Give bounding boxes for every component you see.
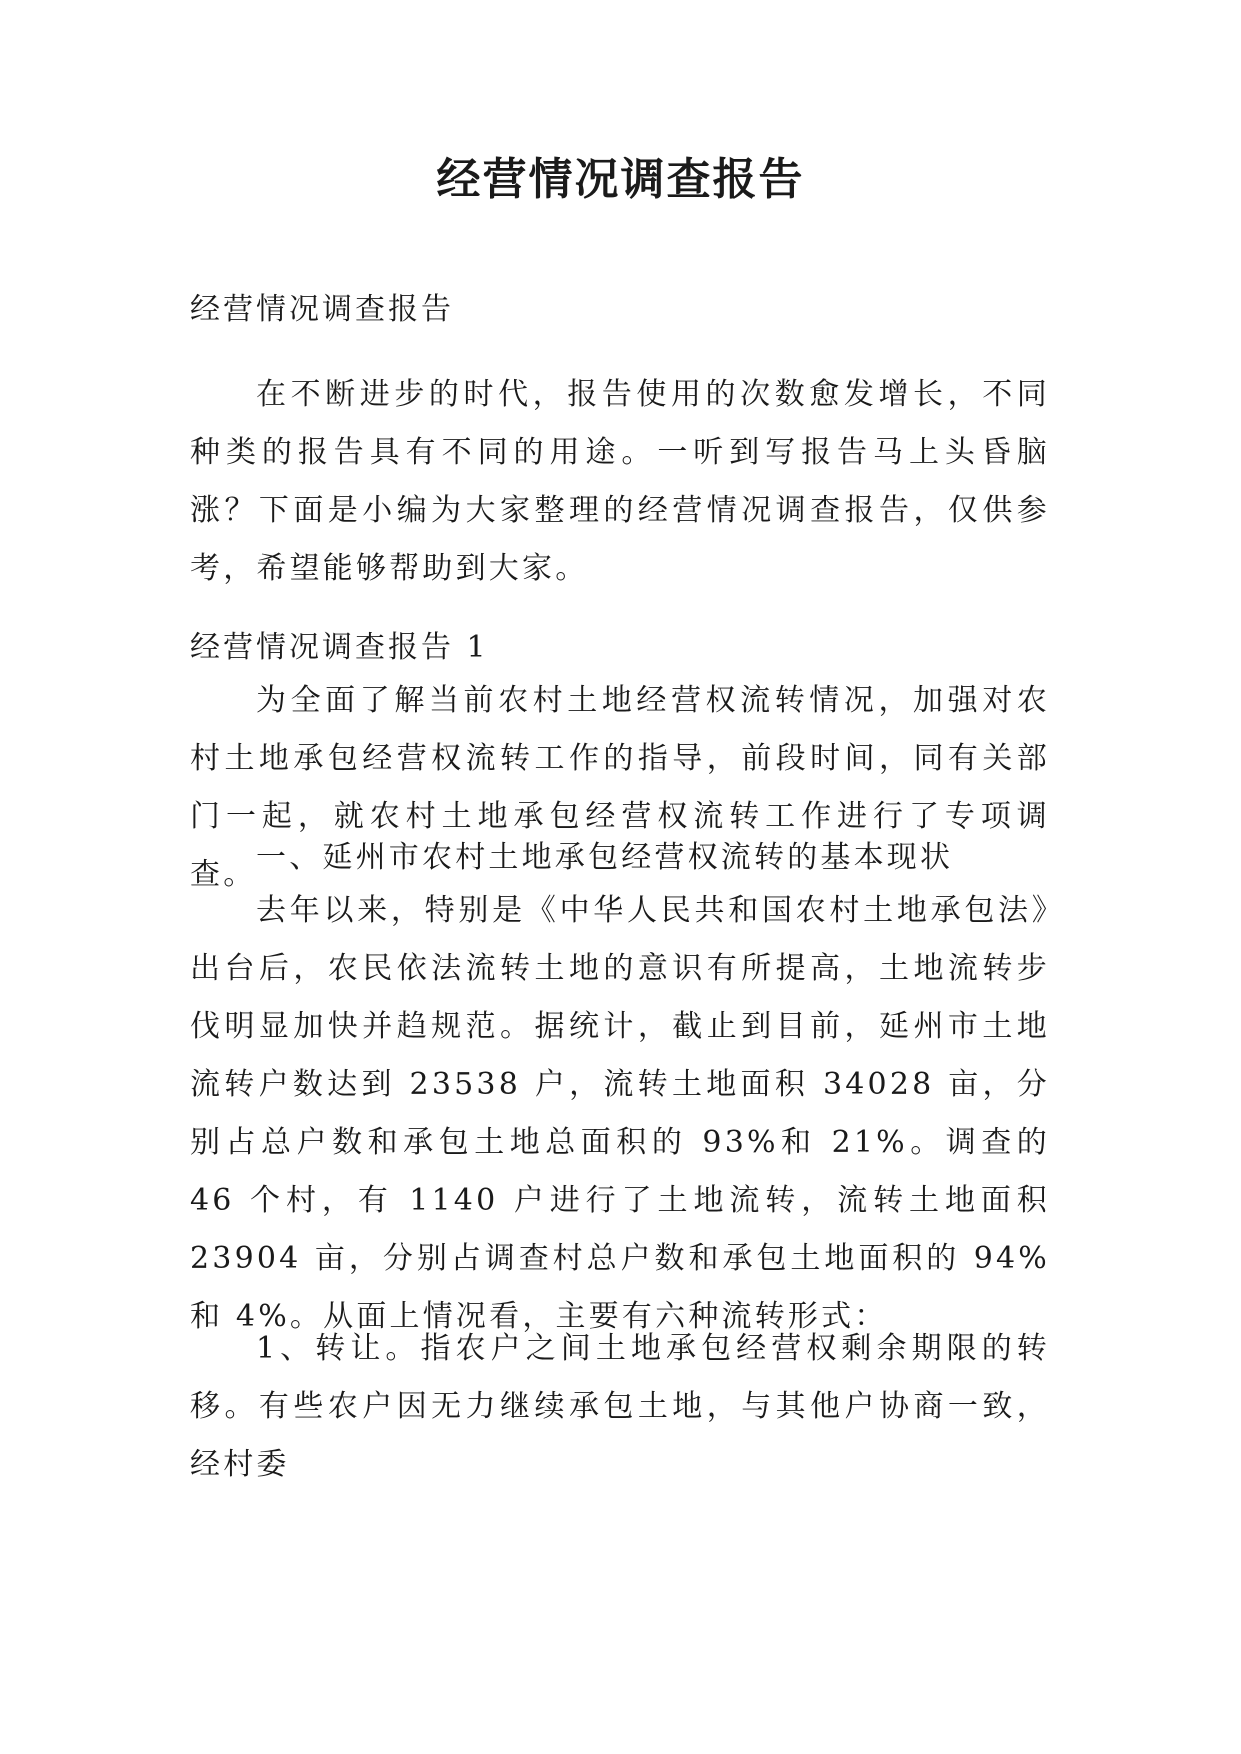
document-title: 经营情况调查报告: [436, 154, 805, 205]
section-subheading: 一、延州市农村土地承包经营权流转的基本现状: [256, 840, 954, 875]
intro-paragraph: 在不断进步的时代，报告使用的次数愈发增长，不同种类的报告具有不同的用途。一听到写报告马上头昏脑涨？下面是小编为大家整理的经营情况调查报告，仅供参考，希望能够帮助到大家。: [190, 377, 1050, 586]
section-paragraph-1: 为全面了解当前农村土地经营权流转情况，加强对农村土地承包经营权流转工作的指导，前段时间，同有关部门一起，就农村土地承包经营权流转工作进行了专项调查。: [190, 683, 1050, 892]
document-subtitle: 经营情况调查报告: [190, 292, 454, 327]
section-heading: 经营情况调查报告 1: [190, 630, 489, 665]
section-paragraph-2: 去年以来，特别是《中华人民共和国农村土地承包法》出台后，农民依法流转土地的意识有所提高，土地流转步伐明显加快并趋规范。据统计，截止到目前，延州市土地流转户数达到 23538 户，流转土地面积 34028 亩，分别占总户数和承包土地总面积的 93%和 21%。调查的 46 个村，有 1140 户进行了土地流转，流转土地面积 23904 亩，分别占调查村总户数和承包土地面积的 94%和 4%。从面上情况看，主要有六种流转形式：: [190, 893, 1050, 1334]
section-paragraph-3: 1、转让。指农户之间土地承包经营权剩余期限的转移。有些农户因无力继续承包土地，与其他户协商一致，经村委: [190, 1331, 1050, 1482]
